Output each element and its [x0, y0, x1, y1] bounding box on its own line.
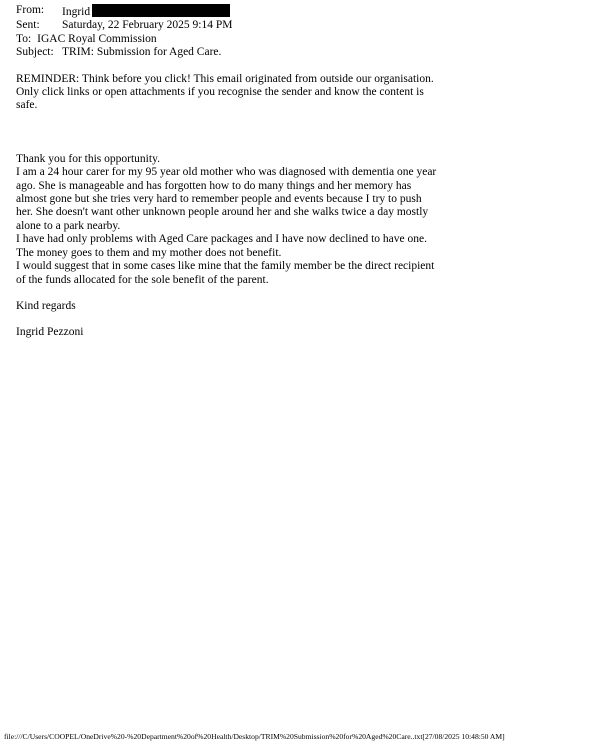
from-label: From:: [16, 4, 45, 16]
body-line: ago. She is manageable and has forgotten how to do many things and her memory has: [16, 179, 412, 192]
email-body: [16, 153, 588, 287]
from-row: [16, 4, 588, 19]
to-label: To:: [16, 32, 32, 45]
body-line: The money goes to them and my mother does not benefit.: [16, 246, 282, 259]
signature: Ingrid Pezzoni: [16, 326, 84, 339]
file-path-footer: file:///C/Users/COOPEL/OneDrive%20-%20Department%20of%20Health/Desktop/TRIM%20Submission%20for%20Aged%20Care..txt[27/08/2025 10:48:50 AM]: [4, 732, 505, 741]
email-header: [16, 4, 588, 60]
body-line: alone to a park nearby.: [16, 219, 121, 232]
closing: Kind regards: [16, 299, 76, 312]
subject-label: Subject:: [16, 46, 54, 59]
sent-value: Saturday, 22 February 2025 9:14 PM: [62, 19, 233, 32]
redaction-bar: [92, 4, 230, 17]
body-line: I would suggest that in some cases like mine that the family member be the direct recipient: [16, 260, 435, 273]
subject-value: TRIM: Submission for Aged Care.: [62, 46, 222, 59]
subject-row: [16, 46, 588, 59]
sent-row: [16, 19, 588, 32]
body-line: I have had only problems with Aged Care packages and I have now declined to have one.: [16, 233, 427, 246]
reminder-line: REMINDER: Think before you click! This email originated from outside our organisation.: [16, 72, 434, 85]
external-email-reminder: [16, 73, 588, 113]
body-line: almost gone but she tries very hard to remember people and events because I try to push: [16, 193, 422, 206]
body-line: her. She doesn't want other unknown people around her and she walks twice a day mostly: [16, 206, 429, 219]
sent-label: Sent:: [16, 19, 40, 32]
to-value: IGAC Royal Commission: [37, 32, 157, 45]
to-row: [16, 33, 588, 46]
body-line: of the funds allocated for the sole benefit of the parent.: [16, 273, 269, 286]
sender-name: Ingrid: [62, 6, 91, 18]
reminder-line: safe.: [16, 99, 38, 112]
reminder-line: Only click links or open attachments if you recognise the sender and know the content is: [16, 86, 424, 99]
body-line: I am a 24 hour carer for my 95 year old mother who was diagnosed with dementia one year: [16, 166, 437, 179]
email-printout: [16, 4, 588, 340]
from-value: [62, 4, 230, 19]
body-line: Thank you for this opportunity.: [16, 152, 160, 165]
